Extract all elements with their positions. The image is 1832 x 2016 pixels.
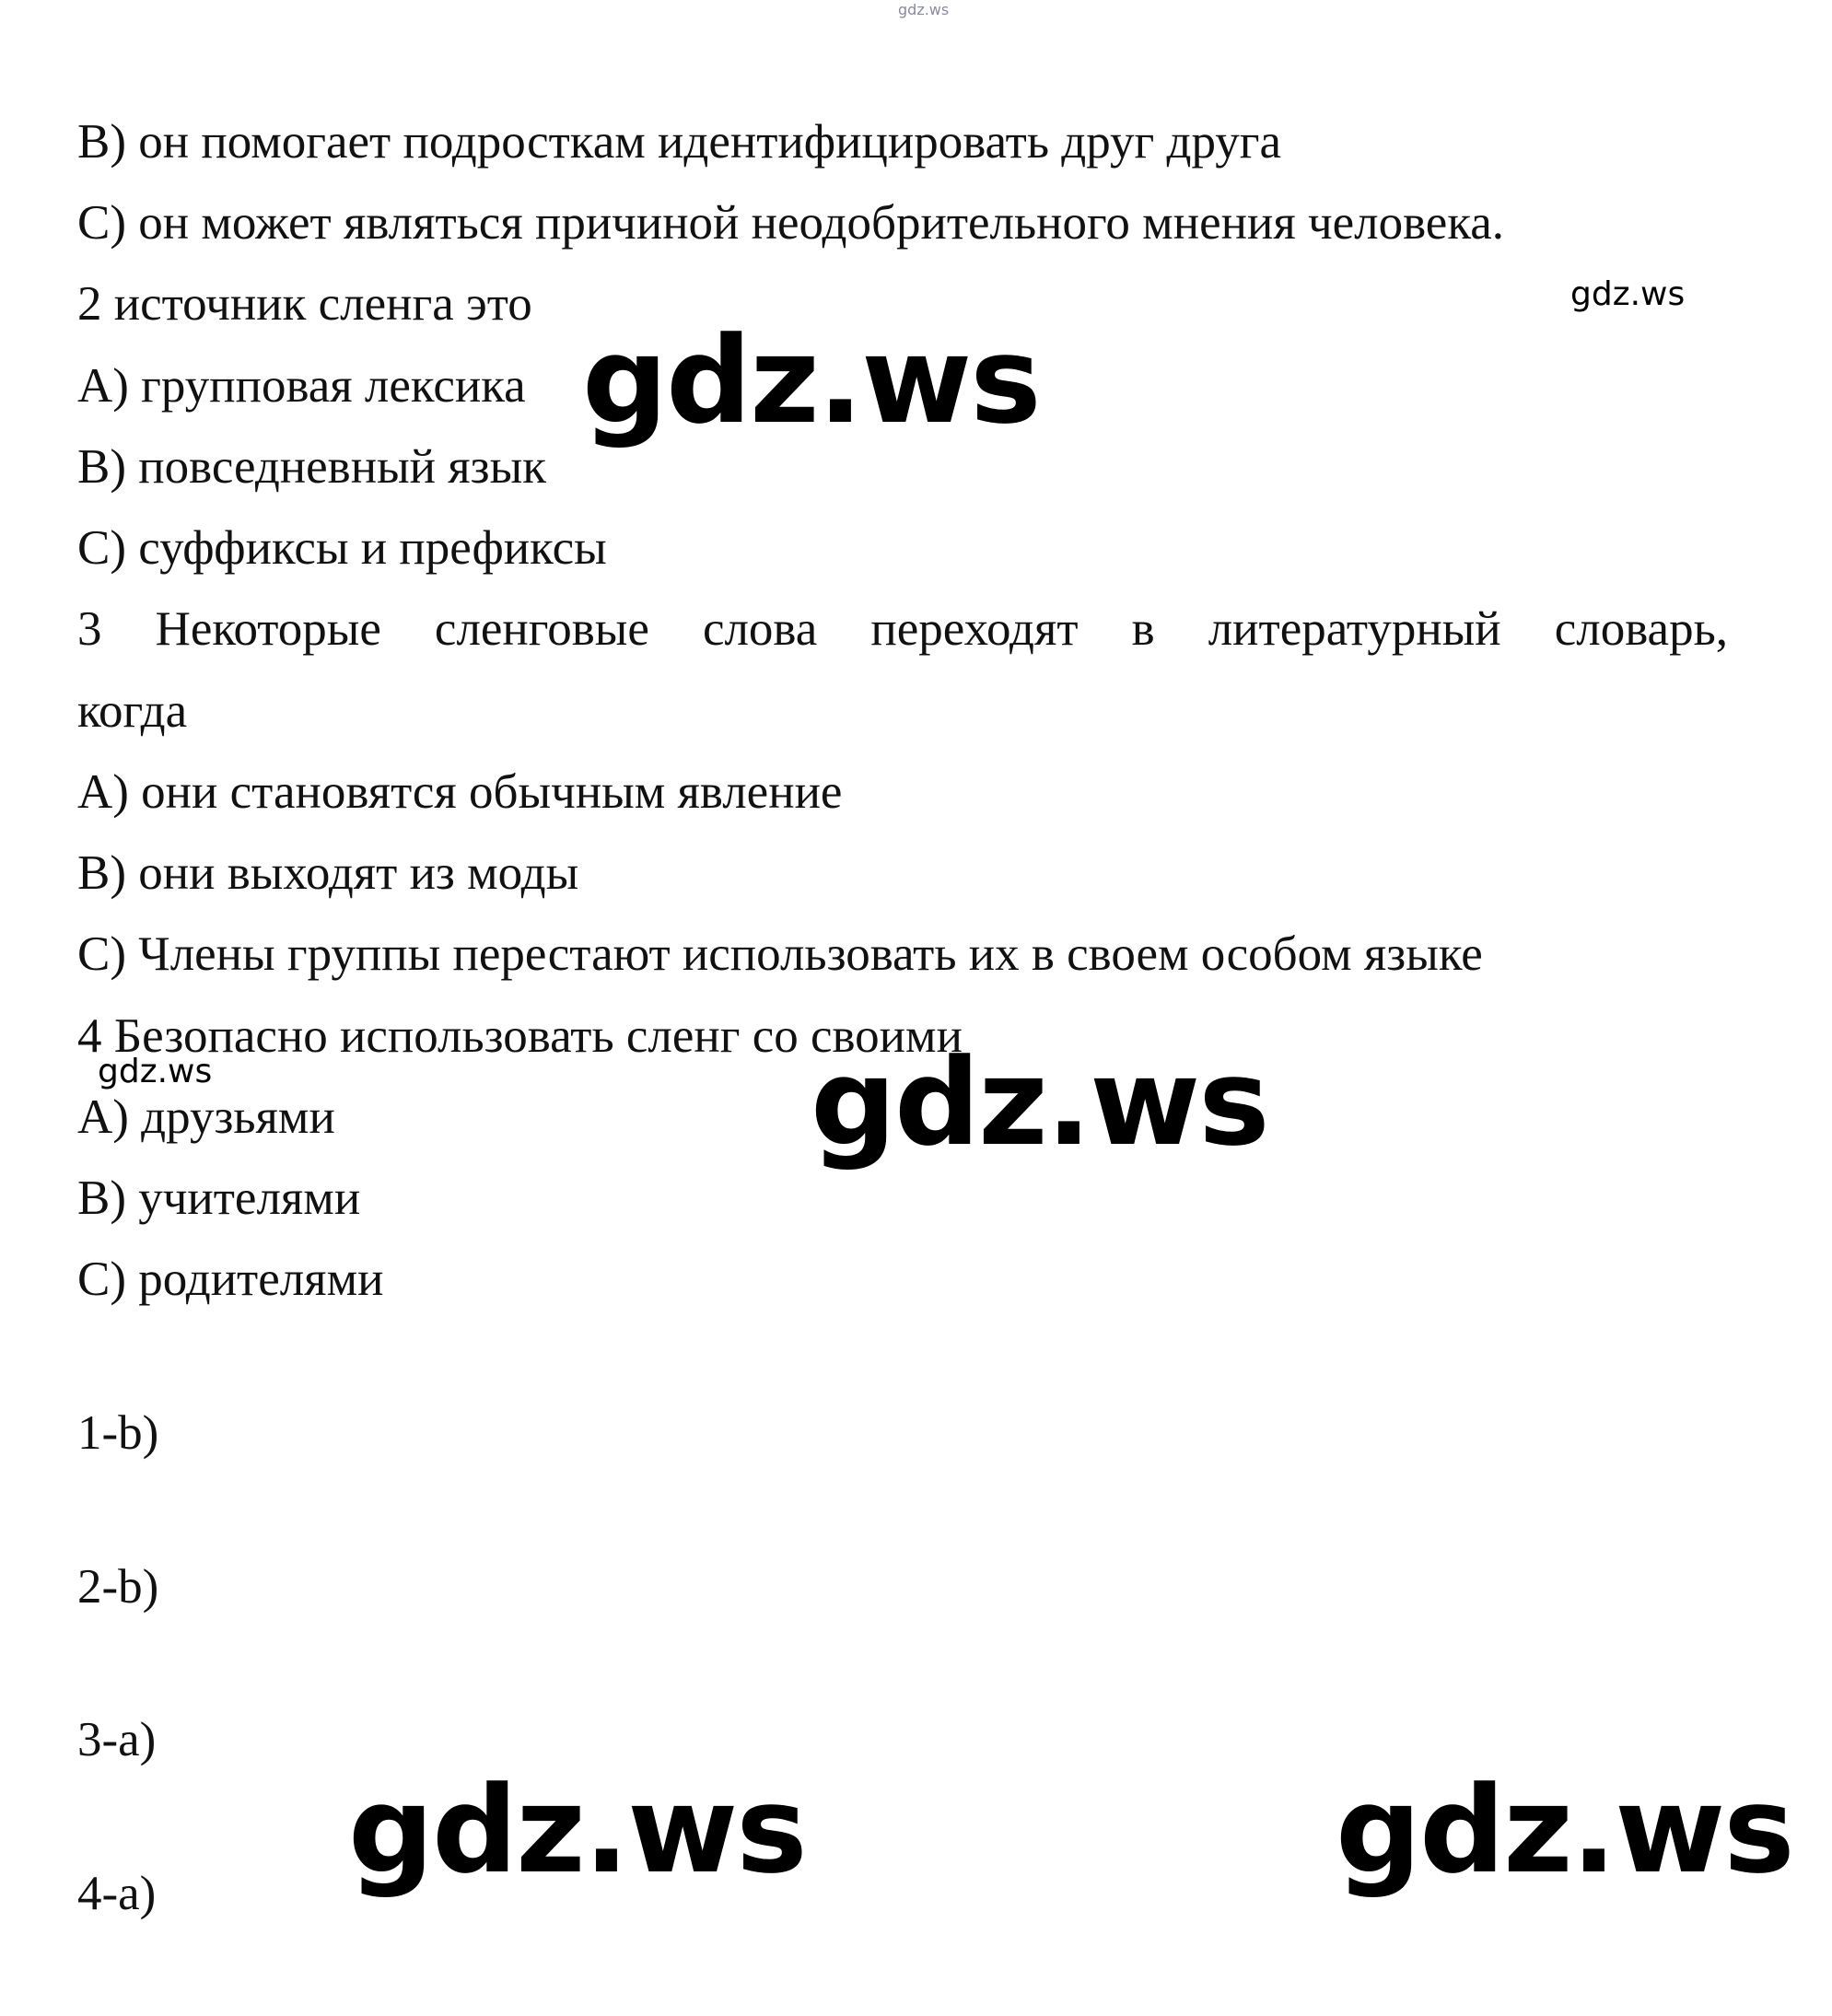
watermark-big-3: gdz.ws [348,1760,806,1900]
watermark-small-top-right: gdz.ws [1570,275,1686,313]
option-2a: A) групповая лексика [77,359,526,413]
option-4c: C) родителями [77,1253,384,1306]
question-3-continued: когда [77,684,188,738]
watermark-big-1: gdz.ws [582,310,1040,450]
answer-3: 3-a) [77,1713,157,1766]
watermark-top-tiny: gdz.ws [898,1,950,18]
option-2b: B) повседневный язык [77,440,546,494]
watermark-big-4: gdz.ws [1336,1760,1793,1900]
option-4b: B) учителями [77,1171,361,1225]
option-1c: C) он может являться причиной неодобрительного мнения человека. [77,196,1505,250]
option-3b: B) они выходят из моды [77,846,579,900]
option-1b: B) он помогает подросткам идентифицировать друг друга [77,115,1282,169]
answer-4: 4-a) [77,1867,157,1920]
watermark-big-2: gdz.ws [811,1032,1268,1172]
option-2c: C) суффиксы и префиксы [77,521,607,575]
option-3a: A) они становятся обычным явление [77,765,843,819]
answer-1: 1-b) [77,1406,159,1460]
option-4a: A) друзьями [77,1090,335,1144]
question-4: 4 Безопасно использовать сленг со своими [77,1009,963,1063]
answer-2: 2-b) [77,1560,159,1614]
question-2: 2 источник сленга это [77,277,532,331]
question-3: 3 Некоторые сленговые слова переходят в литературный словарь, [77,602,1728,656]
watermark-small-left: gdz.ws [98,1053,213,1090]
option-3c: C) Члены группы перестают использовать их в своем особом языке [77,927,1483,981]
